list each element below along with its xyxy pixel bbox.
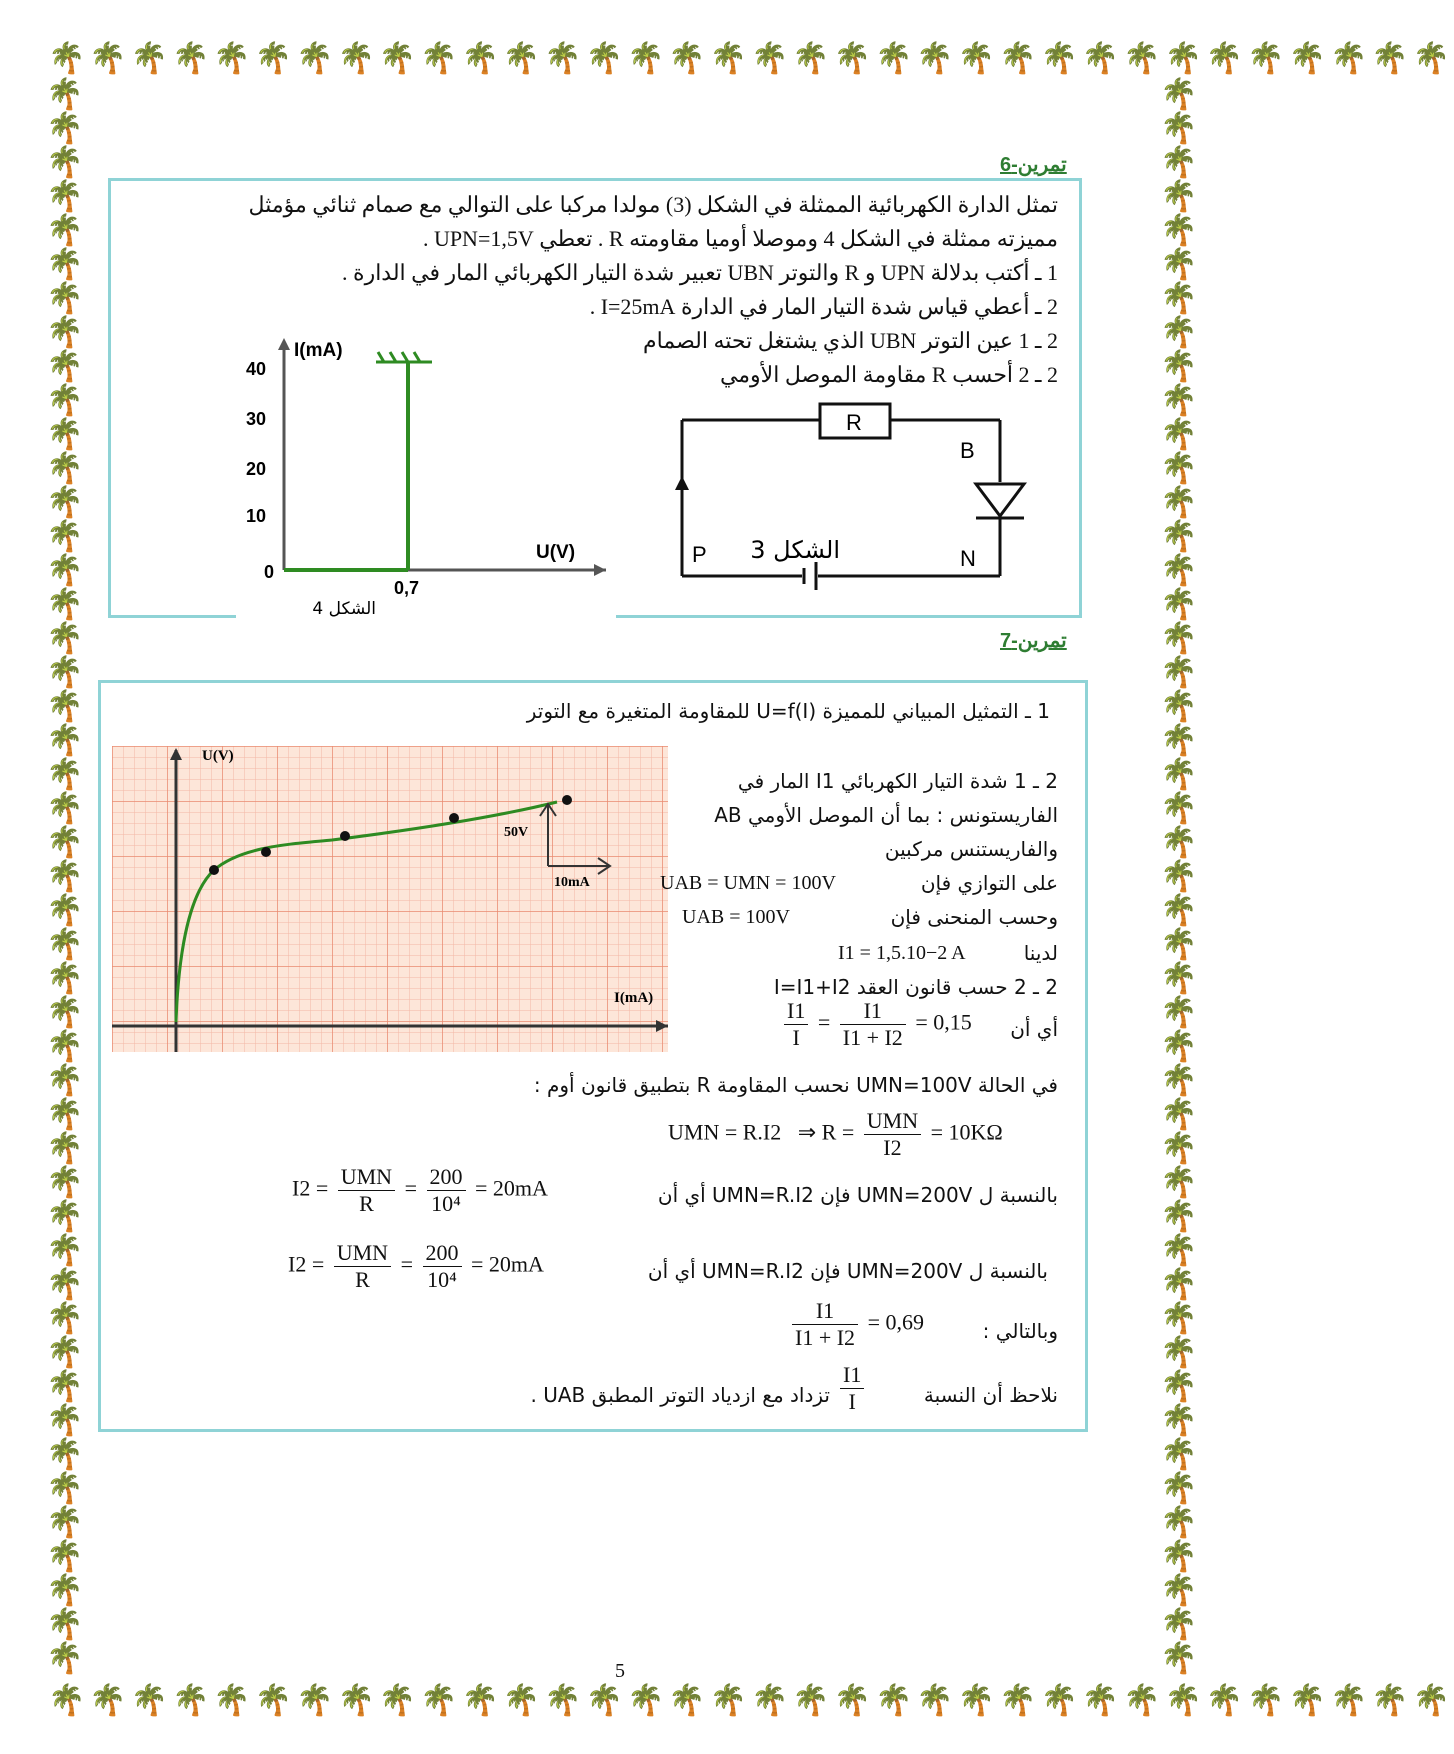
eq6a-d1: R [359, 1191, 374, 1216]
eq5-den: I2 [883, 1135, 902, 1160]
page-number: 5 [615, 1660, 625, 1682]
x-axis-label: I(mA) [614, 990, 654, 1006]
y-tick-40: 40 [246, 359, 267, 379]
resistor-label: R [846, 410, 862, 435]
ex7-eq5 [668, 1108, 1003, 1161]
ex7-q21c: وحسب المنحنى فإن [890, 905, 1058, 929]
data-point [261, 847, 271, 857]
eq7-result: = 0,69 [867, 1309, 924, 1335]
data-point [449, 813, 459, 823]
graph-bg [236, 330, 616, 620]
figure-3-caption: الشكل 3 [750, 536, 840, 564]
ex7-eq7 [788, 1298, 924, 1351]
eq6a-n1: UMN [338, 1164, 395, 1191]
eq6a-n2: 200 [427, 1164, 466, 1191]
ex7-eq2: UAB = 100V [682, 906, 790, 928]
y-tick-0: 0 [264, 562, 275, 582]
eq6b-lhs: I2 = [288, 1251, 325, 1277]
eq7-den: I1 + I2 [795, 1325, 856, 1350]
top-palm-border: 🌴🌴🌴🌴🌴🌴🌴🌴🌴🌴🌴🌴🌴🌴🌴🌴🌴🌴🌴🌴🌴🌴🌴🌴🌴🌴🌴🌴🌴🌴🌴🌴🌴🌴 [48, 41, 1454, 76]
y-tick-10: 10 [246, 506, 267, 526]
ex7-eq6-a: I2 = $\frac{\text{UMN}}{R}$ = $\frac{200}{\text{10⁴}}$ = 20mA [292, 1164, 548, 1216]
eq4-left-den: I [792, 1025, 800, 1050]
y-axis-label: U(V) [202, 748, 234, 764]
ex7-eq1: UAB = UMN = 100V [660, 872, 836, 894]
node-n-label: N [960, 546, 976, 571]
eq6b-result: = 20mA [471, 1251, 544, 1277]
eq4-left-num: I1 [784, 998, 808, 1025]
data-point [340, 831, 350, 841]
ex7-q21d: لدينا [1023, 941, 1058, 965]
ex7-case100: في الحالة UMN=100V نحسب المقاومة R بتطبيق قانون أوم : [533, 1073, 1058, 1097]
ex7-eq3: I1 = 1,5.10−2 A [838, 942, 966, 964]
ex7-eq6-b: I2 = $\frac{\text{UMN}}{R}$ = $\frac{200}{\text{10⁴}}$ = 20mA [288, 1240, 544, 1292]
left-palm-border: 🌴🌴🌴🌴🌴🌴🌴🌴🌴🌴🌴🌴🌴🌴🌴🌴🌴🌴🌴🌴🌴🌴🌴🌴🌴🌴🌴🌴🌴🌴🌴🌴🌴🌴🌴🌴🌴🌴🌴🌴🌴🌴🌴🌴🌴🌴🌴 [46, 77, 84, 1676]
ex7-q21b: على التوازي فإن [920, 871, 1058, 895]
ex7-conclusion-b: تزداد مع ازدياد التوتر المطبق UAB . [530, 1383, 830, 1407]
eq5-num: UMN [864, 1108, 921, 1135]
ex7-conclusion-frac [836, 1362, 868, 1415]
conclusion-num: I1 [840, 1362, 864, 1389]
ex7-conclusion-a: نلاحظ أن النسبة [923, 1383, 1058, 1407]
figure-3-circuit [670, 398, 1050, 608]
ex7-case200-a: بالنسبة ل UMN=200V فإن UMN=R.I2 أي أن [657, 1183, 1058, 1207]
eq4-mid-den: I1 + I2 [842, 1025, 903, 1050]
eq7-num: I1 [792, 1298, 858, 1325]
bottom-palm-border: 🌴🌴🌴🌴🌴🌴🌴🌴🌴🌴🌴🌴🌴🌴🌴🌴🌴🌴🌴🌴🌴🌴🌴🌴🌴🌴🌴🌴🌴🌴🌴🌴🌴🌴 [48, 1683, 1454, 1718]
node-b-label: B [960, 438, 975, 463]
figure-4-graph [236, 330, 616, 620]
exercise-7-graph [112, 746, 668, 1052]
figure-4-caption: الشكل 4 [312, 599, 376, 619]
ex6-line-5: 2 ـ 1 عين التوتر UBN الذي يشتغل تحته الصمام [643, 328, 1058, 353]
y-tick-20: 20 [246, 459, 267, 479]
data-point [562, 795, 572, 805]
y-tick-30: 30 [246, 409, 267, 429]
right-palm-border: 🌴🌴🌴🌴🌴🌴🌴🌴🌴🌴🌴🌴🌴🌴🌴🌴🌴🌴🌴🌴🌴🌴🌴🌴🌴🌴🌴🌴🌴🌴🌴🌴🌴🌴🌴🌴🌴🌴🌴🌴🌴🌴🌴🌴🌴🌴🌴 [1160, 77, 1198, 1676]
eq6b-d1: R [355, 1267, 370, 1292]
eq6b-n2: 200 [423, 1240, 462, 1267]
exercise-6-heading: تمرين-6 [1000, 154, 1067, 176]
node-p-label: P [692, 542, 707, 567]
y-axis-label: I(mA) [294, 340, 343, 361]
eq6a-lhs: I2 = [292, 1175, 329, 1201]
eq5-implies: ⇒ R = [797, 1119, 855, 1145]
ex6-line-3: 1 ـ أكتب بدلالة UPN و R والتوتر UBN تعبير شدة التيار الكهربائي المار في الدارة . [342, 260, 1058, 285]
scale-50v: 50V [504, 825, 529, 840]
ex7-q22: 2 ـ 2 حسب قانون العقد I=I1+I2 [773, 975, 1058, 999]
eq5-result: = 10KΩ [930, 1119, 1003, 1145]
data-point [209, 865, 219, 875]
ex7-q21a: 2 ـ 1 شدة التيار الكهربائي I1 المار في الفاريستونس : بما أن الموصل الأومي AB والفاريستنس مركبين [714, 769, 1058, 861]
ex7-q22b: أي أن [1010, 1017, 1058, 1041]
ex7-case200-b: بالنسبة ل UMN=200V فإن UMN=R.I2 أي أن [647, 1259, 1048, 1283]
x-tick-0-7: 0,7 [394, 578, 420, 598]
exercise-7-heading: تمرين-7 [1000, 630, 1067, 652]
eq6b-d2: 10⁴ [427, 1267, 457, 1292]
ex7-eq4: $\frac{I1}{I}$ = $\frac{I1}{I1 + I2}$ = 0,15 [780, 998, 972, 1051]
x-axis-label: U(V) [536, 542, 576, 563]
eq5-ohm-law: UMN = R.I2 [668, 1119, 782, 1145]
ex7-q1: 1 ـ التمثيل المبياني للمميزة U=f(I) للمقاومة المتغيرة مع التوتر [526, 699, 1050, 723]
ex6-line-1: تمثل الدارة الكهربائية الممثلة في الشكل (3) مولدا مركبا على التوالي مع صمام ثنائي مؤمثل [248, 192, 1058, 217]
ex6-line-6: 2 ـ 2 أحسب R مقاومة الموصل الأومي [719, 362, 1058, 387]
scale-10ma: 10mA [554, 875, 590, 890]
eq6a-d2: 10⁴ [431, 1191, 461, 1216]
ex6-line-2: مميزته ممثلة في الشكل 4 وموصلا أوميا مقاومته R . تعطي UPN=1,5V . [422, 226, 1058, 251]
eq4-mid-num: I1 [840, 998, 906, 1025]
eq6a-result: = 20mA [475, 1175, 548, 1201]
eq6b-n1: UMN [334, 1240, 391, 1267]
ex6-line-4: 2 ـ أعطي قياس شدة التيار المار في الدارة I=25mA . [589, 294, 1058, 319]
eq4-result: = 0,15 [915, 1009, 972, 1035]
conclusion-den: I [848, 1389, 856, 1414]
ex7-result-label: وبالتالي : [982, 1319, 1058, 1343]
